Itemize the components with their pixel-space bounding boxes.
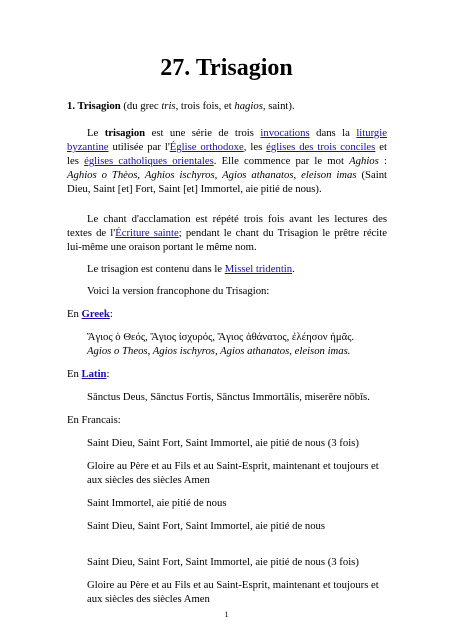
text: . — [292, 263, 295, 275]
text: , trois fois, et — [175, 100, 235, 112]
greek-text: Ἅγιος ὁ Θεός, Ἅγιος ἰσχυρός, Ἅγιος ἀθάνατος, ἐλέησον ἡμᾶς. — [87, 331, 355, 343]
french-line: Saint Immortel, aie pitié de nous — [87, 497, 227, 509]
text: , saint). — [262, 100, 295, 112]
link-invocations[interactable]: invocations — [260, 127, 310, 139]
text: : — [378, 155, 387, 167]
text-italic: Aghios — [349, 155, 379, 167]
text: En — [67, 308, 82, 320]
link-latin[interactable]: Latin — [81, 368, 107, 380]
text: dans la — [309, 127, 357, 139]
text: : — [106, 368, 110, 380]
link-ecriture-sainte[interactable]: Écriture sainte — [115, 227, 179, 239]
section-heading — [67, 99, 387, 113]
french-label: En Francais: — [67, 414, 121, 426]
latin-label — [67, 367, 387, 381]
french-line: Gloire au Père et au Fils et au Saint-Esprit, maintenant et toujours et aux siècles des siècles Amen — [87, 579, 379, 605]
text: et les — [67, 141, 387, 167]
link-liturgie-byzantine[interactable]: liturgie byzantine — [67, 127, 387, 153]
greek-transliteration: Agios o Theos, Agios ischyros, Agios athanatos, eleison imas. — [87, 345, 351, 357]
section-title: 1. Trisagion — [67, 100, 121, 112]
text-italic: Aghios o Thèos, Aghios ischyros, Agios athanatos, eleison imas — [67, 169, 357, 181]
page-number: 1 — [224, 610, 229, 619]
french-line: Gloire au Père et au Fils et au Saint-Esprit, maintenant et toujours et aux siècles des siècles Amen — [87, 460, 379, 486]
text: Le — [87, 127, 105, 139]
link-eglises-trois-conciles[interactable]: églises des trois conciles — [266, 141, 376, 153]
link-eglise-orthodoxe[interactable]: Église orthodoxe — [169, 141, 244, 153]
french-line: Saint Dieu, Saint Fort, Saint Immortel, aie pitié de nous (3 fois) — [87, 556, 359, 568]
french-line: Saint Dieu, Saint Fort, Saint Immortel, aie pitié de nous — [87, 520, 326, 532]
paragraph-acclamation — [67, 212, 387, 254]
text: . Elle commence par le mot — [213, 155, 350, 167]
french-line: Saint Dieu, Saint Fort, Saint Immortel, aie pitié de nous (3 fois) — [87, 437, 359, 449]
latin-text: Sānctus Deus, Sānctus Fortis, Sānctus Immortālis, miserēre nōbīs. — [87, 391, 370, 403]
text-italic: hagios — [234, 100, 263, 112]
link-greek[interactable]: Greek — [81, 308, 110, 320]
paragraph-missel — [87, 262, 387, 276]
link-eglises-catholiques-orientales[interactable]: églises catholiques orientales — [84, 155, 214, 167]
text: (Saint Dieu, Saint [et] Fort, Saint [et] Immortel, aie pitié de nous). — [67, 169, 388, 195]
greek-label — [67, 307, 387, 321]
paragraph-version: Voici la version francophone du Trisagion: — [87, 285, 270, 297]
text: utilisée par l' — [108, 141, 170, 153]
text: Le chant d'acclamation est répété trois fois avant les lectures des textes de l' — [67, 213, 387, 239]
text-italic: tris — [161, 100, 176, 112]
text: ; pendant le chant du Trisagion le prêtre récite lui-même une oraison portant le même nom. — [67, 227, 387, 253]
paragraph-intro — [67, 126, 387, 196]
text-bold: trisagion — [104, 127, 146, 139]
text: En — [67, 368, 82, 380]
text: Le trisagion est contenu dans le — [87, 263, 225, 275]
text: : — [109, 308, 113, 320]
link-missel-tridentin[interactable]: Missel tridentin — [224, 263, 293, 275]
text: (du grec — [120, 100, 162, 112]
text: , les — [243, 141, 267, 153]
page-title: 27. Trisagion — [160, 55, 293, 81]
text: est une série de trois — [145, 127, 261, 139]
